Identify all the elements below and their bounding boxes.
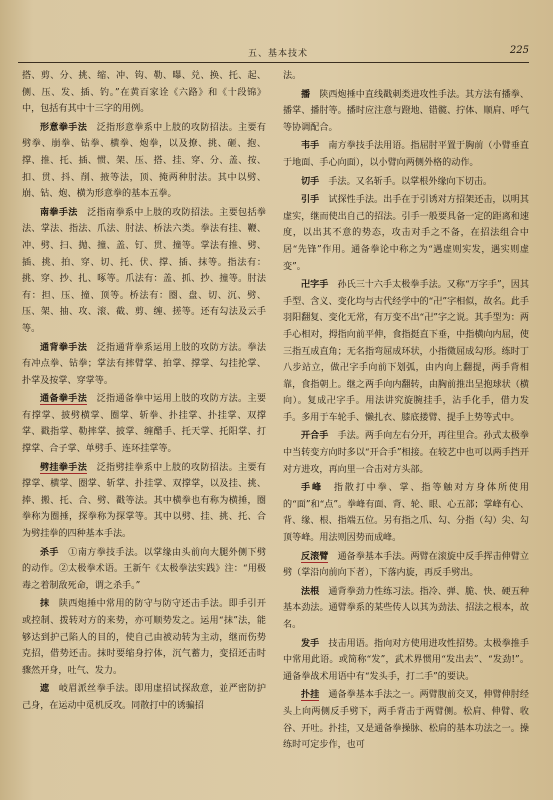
entry-term: 卍字手 bbox=[301, 279, 329, 291]
entry-paragraph bbox=[283, 138, 529, 171]
entry-term: 韦手 bbox=[301, 140, 320, 152]
entry-paragraph bbox=[22, 205, 266, 338]
entry-term: 法根 bbox=[301, 585, 320, 597]
running-header bbox=[18, 44, 529, 63]
entry-text: 法。 bbox=[283, 71, 302, 81]
entry-paragraph bbox=[22, 545, 266, 595]
entry-text: 搭、剪、分、挑、缩、冲、钩、勒、曝、兑、换、托、起、侧、压、发、插、钓。”在黄百家诠《六路》和《十段锦》中，包括有其中十三字的用例。 bbox=[22, 71, 266, 115]
entry-text: 泛指形意拳系中上肢的攻防招法。主要有劈拳、崩拳、钻拳、横拳、炮拳，以及撩、挑、砸、抱、撑、推、托、插、惯、架、压、搭、挂、穿、分、盖、按、扣、贯、抖、削、掖等法，顶、掩两种肘法。其中以劈、崩、钻、炮、横为形意拳的基本五拳。 bbox=[22, 122, 266, 200]
entry-text: 指散打中拳、掌、指等触对方身体所使用的“面”和“点”。拳峰有面、背、轮、眼、心五部；掌峰有心、背、缘、根、指端五位。另有指之爪、勾、分指（勾）尖、勾顶等峰。用法则因势而成峰。 bbox=[283, 483, 529, 544]
entry-term: 切手 bbox=[301, 175, 320, 187]
right-column bbox=[283, 68, 529, 788]
entry-paragraph bbox=[283, 192, 529, 275]
entry-paragraph bbox=[22, 391, 266, 457]
entry-paragraph bbox=[283, 549, 529, 582]
entry-text: 泛指南拳系中上肢的攻防招法。主要包括拳法、掌法、指法、爪法、肘法、桥法六类。拳法有挂、鞭、冲、劈、扫、抛、撞、盖、钉、贯、撞等。掌法有推、劈、插、挑、拍、穿、切、托、伏、撑、插、抹等。指法有：挑、穿、抄、扎、啄等。爪法有：盖、抓、抄、撞等。肘法有：担、压、撞、顶等。桥法有：圈、盘、切、沉、劈、压、架、抽、攻、滚、截、剪、缠、搓等。还有勾法及云手等。 bbox=[22, 207, 266, 334]
entry-term: 通备拳手法 bbox=[40, 393, 88, 405]
entry-text: 泛指劈挂拳系中上肢的攻防招法。主要有撑掌、横掌、圈掌、斩掌、扑挂掌、双撑掌，以及挂、挑、捧、搬、托、合、劈、戳等法。其中横拳也有称为横捶，圈拳称为圈捶，探拳称为探掌等。其中以劈、挂、挑、托、合为劈挂拳的四种基本手法。 bbox=[22, 462, 266, 540]
entry-term: 形意拳手法 bbox=[40, 121, 88, 133]
entry-text: 通备拳基本手法。两臂在滚旋中反手挥击伸臂立劈（掌沿向前向下者），下落内旋，再反手劈出。 bbox=[283, 551, 529, 579]
entry-paragraph bbox=[22, 460, 266, 543]
left-column bbox=[22, 68, 266, 788]
entry-text: 手法。又名斩手。以掌根外缘向下切击。 bbox=[328, 176, 493, 187]
page-number: 225 bbox=[509, 45, 529, 56]
entry-text: 试探性手法。出手在于引诱对方招架还击，以明其虚实，继而使出自己的招法。引手一般要具备一定的距离和速度，以出其不意的势态，攻击对手之不备，在招法组合中居“先锋”作用。通备拳论中称之为“遇虚则实发，遇实则虚变”。 bbox=[283, 195, 529, 272]
entry-paragraph bbox=[283, 636, 529, 686]
entry-text: 南方拳技手法用语。指屈肘平置于胸前（小臂垂直于地面、手心向面），以小臂向两侧外格的动作。 bbox=[283, 141, 529, 168]
entry-text: 通备拳基本手法之一。两臂腹前交叉，伸臂伸肘经头上向两侧反手劈下，两手背击于两臂侧。松肩、伸臂、收谷、开吐。扑挂，又是通备拳操脉、松肩的基本功法之一。操练时可定步作，也可 bbox=[283, 690, 529, 751]
entry-paragraph bbox=[22, 340, 266, 390]
entry-term: 杀手 bbox=[40, 546, 59, 558]
entry-term: 通背拳手法 bbox=[40, 341, 88, 353]
entry-term: 开合手 bbox=[301, 430, 329, 442]
entry-text: 泛指通备拳中运用上肢的攻防方法。主要有撑掌、披劈横掌、圈掌、斩拳、扑挂掌、扑挂掌、双撑掌、戳指掌、勒摔掌、披掌、缠醋手、托天掌、托阳掌、打撑掌、合子掌、单劈手、连环挂掌等。 bbox=[22, 394, 266, 455]
entry-term: 发手 bbox=[301, 637, 320, 649]
entry-text: 手法。两手向左右分开，再往里合。孙式太极拳中当转变方向时多以“开合手”相接。在较艺中也可以两手挡开对方进攻，再向里一合击对方头部。 bbox=[283, 431, 529, 475]
entry-paragraph bbox=[22, 68, 266, 118]
entry-paragraph bbox=[283, 428, 529, 478]
entry-text: 陕西炮捶中直线戳刺类进攻性手法。其方法有播拳、播掌、播肘等。播时应注意与蹬地、错髋、拧体、顺肩、呼气等协调配合。 bbox=[283, 89, 529, 133]
entry-paragraph bbox=[22, 596, 266, 679]
entry-text: 通背拳劲力性练习法。指冷、弹、脆、快、硬五种基本劲法。通臂拳系的某些传人以其为劲法、招法之根本，故名。 bbox=[283, 586, 529, 630]
entry-term: 扑挂 bbox=[301, 689, 320, 701]
entry-paragraph bbox=[283, 87, 529, 137]
entry-paragraph bbox=[283, 687, 529, 753]
entry-text: 孙氏三十六手太极拳手法。又称“万字手”，因其手型、含义、变化均与古代经学中的“卍”字相似，故名。此手羽阳翻复、变化无常，有万变不出“卍”字之说。其手型为：两手心相对，拇指向前平伸，食指挺直下垂，中指横向内屈，使三指互成直角；无名指弯屈成环状，小指微屈成勾形。练时丁八步站立，做卍字手向前下划弧，由内向上翻提，两手背相靠，食指朝上。继之两手向内翻转，由胸前推出呈抱球状（横向）。复成卍字手。用法讲究旋腕挂手，沾手化手，借力发手。多用于车轮手、懒扎衣、膝底搂臂、提手上势等式中。 bbox=[283, 280, 529, 423]
entry-text: ①南方拳技手法。以掌缘由头前向大腿外侧下劈的动作。②太极拳术语。王新午《太极拳法实践》注：“用极毒之着制敌死命，谓之杀手。” bbox=[22, 547, 266, 591]
entry-term: 手峰 bbox=[301, 482, 323, 494]
entry-paragraph bbox=[283, 174, 529, 191]
entry-term: 播 bbox=[301, 88, 311, 100]
entry-term: 南拳手法 bbox=[40, 206, 78, 218]
entry-paragraph bbox=[22, 681, 266, 714]
entry-term: 抹 bbox=[40, 598, 50, 610]
entry-term: 遮 bbox=[40, 683, 50, 695]
entry-paragraph bbox=[283, 480, 529, 546]
entry-paragraph bbox=[283, 277, 529, 426]
entry-term: 反滚臂 bbox=[301, 550, 329, 562]
entry-text: 泛指通背拳系运用上肢的攻防方法。拳法有冲点拳、钻拳；掌法有摔臂掌、拍掌、撑掌、勾挂抡掌、扑掌及按掌、穿掌等。 bbox=[22, 342, 266, 386]
entry-paragraph bbox=[283, 584, 529, 634]
entry-text: 岐眉派丝拳手法。即用虚招试探敌意，並严密防护己身，在运动中觅机反攻。同散打中的诱骗招 bbox=[22, 684, 266, 711]
section-title: 五、基本技术 bbox=[248, 49, 309, 59]
entry-text: 陕西炮捶中常用的防守与防守还击手法。即手引开或控制、拨转对方的来势，亦可顺势发之。运用“抹”法，能够达到护己陷人的目的，使自己由被动转为主动，继而伤势克招，借势还击。抹时要缩身拧体，沉气蓄力，变招还击时骤然开身，吐气、发力。 bbox=[22, 599, 266, 676]
entry-term: 劈挂拳手法 bbox=[40, 461, 88, 473]
entry-paragraph bbox=[283, 68, 529, 85]
entry-paragraph bbox=[22, 120, 266, 203]
entry-text: 技击用语。指向对方使用进攻性招势。太极拳推手中常用此语。或简称“发”，武术界惯用“发出去”、“发劲!”。通备拳战术用语中有“发头手，打二手”的要诀。 bbox=[283, 638, 529, 682]
entry-term: 引手 bbox=[301, 194, 320, 206]
